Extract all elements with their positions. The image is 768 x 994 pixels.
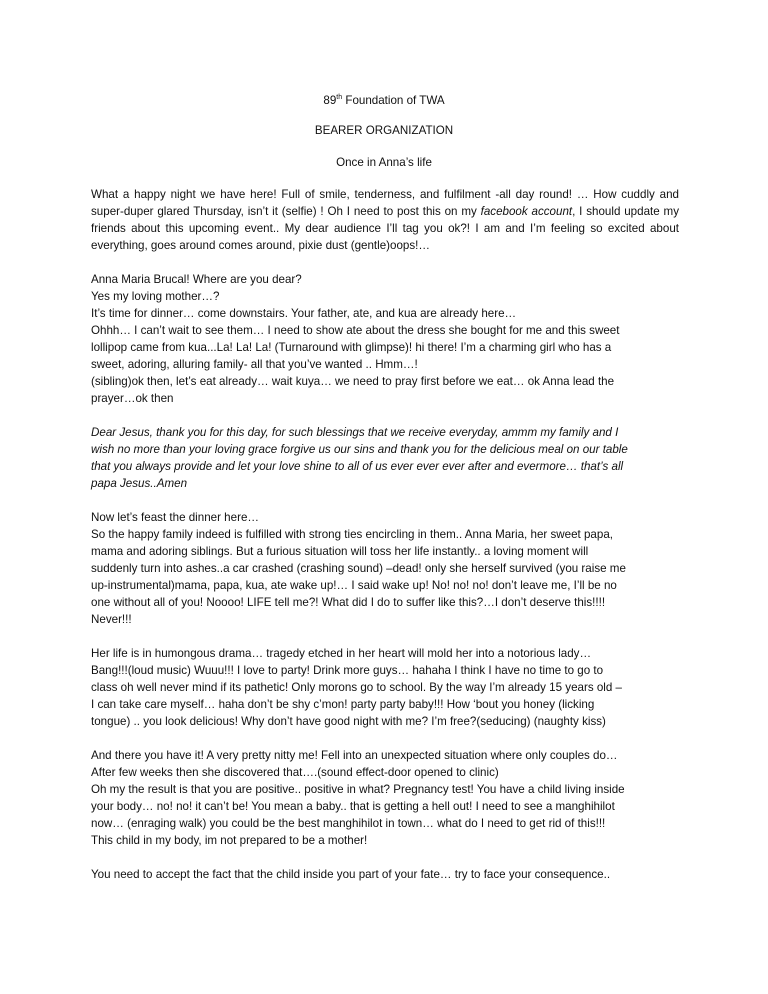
- dialogue-line: (sibling)ok then, let’s eat already… wait kuya… we need to pray first before we eat… ok Anna lead the: [91, 375, 615, 388]
- result-line: your body… no! no! it can’t be! You mean a baby.. that is getting a hell out! I need to see a manghihilot: [91, 800, 615, 813]
- prayer-line: that you always provide and let your love shine to all of us ever ever ever after and evermore… that’s all: [91, 460, 624, 473]
- org-number: 89: [323, 94, 337, 107]
- feast-paragraph: [91, 509, 679, 628]
- feast-line: suddenly turn into ashes..a car crashed (crashing sound) –dead! only she herself survived (you raise me: [91, 562, 626, 575]
- result-line: now… (enraging walk) you could be the best manghihilot in town… what do I need to get rid of this!!!: [91, 817, 606, 830]
- drama-line: I can take care myself… haha don’t be shy c’mon! party party baby!!! How ‘bout you honey (licking: [91, 698, 595, 711]
- closing-paragraph: [91, 866, 679, 883]
- story-title: Once in Anna’s life: [336, 156, 432, 169]
- prayer-line: wish no more than your loving grace forgive us our sins and thank you for the delicious meal on our table: [91, 443, 628, 456]
- prayer-line: papa Jesus..Amen: [91, 477, 188, 490]
- dialogue-line: prayer…ok then: [91, 392, 174, 405]
- result-line: And there you have it! A very pretty nitty me! Fell into an unexpected situation where only couples do…: [91, 749, 618, 762]
- feast-line: mama and adoring siblings. But a furious situation will toss her life instantly.. a loving moment will: [91, 545, 589, 558]
- intro-paragraph: What a happy night we have here! Full of smile, tenderness, and fulfilment -all day round! … How cuddly and super-duper glared Thursday, isn’t it (selfie) ! Oh I need to post this on my facebook account, I should update my friends about this upcoming event.. My dear audience I’ll tag you ok?! I am and I’m feeling so excited about everything, goes around comes around, pixie dust (gentle)oops!…: [91, 188, 679, 252]
- feast-line: one without all of you! Noooo! LIFE tell me?! What did I do to suffer like this?…I don’t deserve this!!!!: [91, 596, 606, 609]
- org-subheading: BEARER ORGANIZATION: [314, 124, 454, 137]
- closing-line: You need to accept the fact that the child inside you part of your fate… try to face your consequence..: [91, 868, 611, 881]
- feast-line: up-instrumental)mama, papa, kua, ate wake up!… I said wake up! No! no! no! don’t leave me, I’ll be no: [91, 579, 617, 592]
- result-paragraph: [91, 747, 679, 849]
- dialogue-line: Anna Maria Brucal! Where are you dear?: [91, 273, 302, 286]
- result-line: Oh my the result is that you are positive.. positive in what? Pregnancy test! You have a child living inside: [91, 783, 625, 796]
- org-heading-rest: Foundation of TWA: [342, 94, 445, 107]
- facebook-account-italic: facebook account: [480, 205, 573, 218]
- dialogue-line: Yes my loving mother…?: [91, 290, 220, 303]
- result-line: This child in my body, im not prepared to be a mother!: [91, 834, 368, 847]
- dialogue-line: lollipop came from kua...La! La! La! (Turnaround with glimpse)! hi there! I’m a charming girl who has a: [91, 341, 612, 354]
- org-ordinal-suffix: th: [336, 94, 343, 102]
- dialogue-line: It’s time for dinner… come downstairs. Your father, ate, and kua are already here…: [91, 307, 517, 320]
- dialogue-paragraph: [91, 271, 679, 407]
- story-body: [91, 186, 679, 883]
- dialogue-line: sweet, adoring, alluring family- all that you’ve wanted .. Hmm…!: [91, 358, 418, 371]
- prayer-paragraph: [91, 424, 679, 492]
- drama-line: Bang!!!(loud music) Wuuu!!! I love to party! Drink more guys… hahaha I think I have no time to go to: [91, 664, 604, 677]
- drama-line: tongue) .. you look delicious! Why don’t have good night with me? I’m free?(seducing) (naughty kiss): [91, 715, 606, 728]
- drama-line: Her life is in humongous drama… tragedy etched in her heart will mold her into a notorious lady…: [91, 647, 592, 660]
- drama-line: class oh well never mind if its pathetic! Only morons go to school. By the way I’m already 15 years old –: [91, 681, 622, 694]
- feast-line: So the happy family indeed is fulfilled with strong ties encircling in them.. Anna Maria, her sweet papa,: [91, 528, 613, 541]
- drama-paragraph: [91, 645, 679, 730]
- prayer-line: Dear Jesus, thank you for this day, for such blessings that we receive everyday, ammm my family and I: [91, 426, 619, 439]
- feast-line: Now let’s feast the dinner here…: [91, 511, 259, 524]
- org-heading: [0, 92, 768, 109]
- result-line: After few weeks then she discovered that….(sound effect-door opened to clinic): [91, 766, 499, 779]
- dialogue-line: Ohhh… I can’t wait to see them… I need to show ate about the dress she bought for me and this sweet: [91, 324, 620, 337]
- feast-line: Never!!!: [91, 613, 132, 626]
